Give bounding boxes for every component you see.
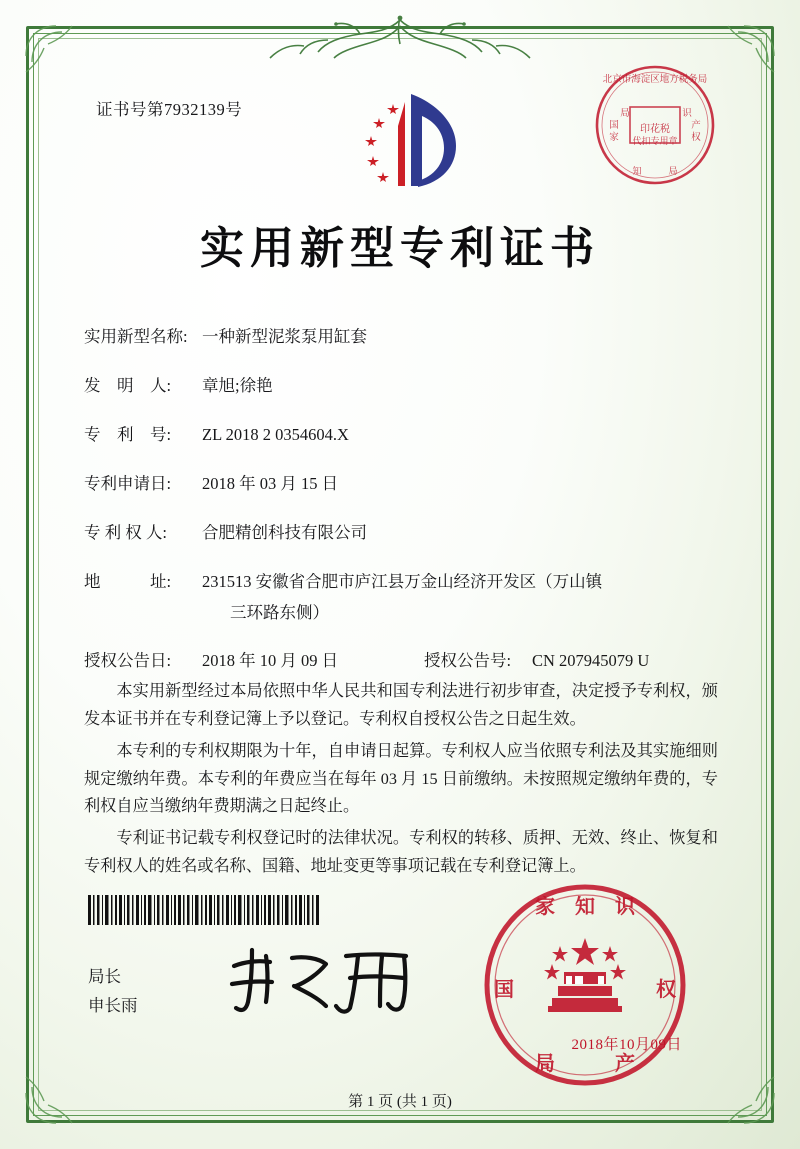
top-ornament-icon [240,14,560,60]
field-list [84,325,720,683]
tax-stamp-icon [592,62,718,188]
svg-text:产: 产 [691,121,701,131]
page-footer: 第 1 页 (共 1 页) [348,1094,452,1110]
field-value [202,570,720,625]
svg-text:印花税: 印花税 [640,124,670,135]
field-label: 发 明 人: [84,375,172,395]
handwritten-signature [222,940,432,1018]
grant-number-label: 授权公告号: [424,651,512,671]
field-row [84,325,720,349]
svg-text:知 局: 知 局 [632,166,678,176]
field-row-address [84,570,720,625]
grant-date-value: 2018 年 10 月 09 日 [202,651,339,671]
legal-text-block [84,678,718,885]
director-block [88,963,138,1021]
field-row [84,472,720,496]
svg-text:家: 家 [609,133,619,143]
svg-text:局 产: 局 产 [535,1053,635,1075]
barcode-icon [88,895,320,925]
legal-paragraph: 本专利的专利权期限为十年，自申请日起算。专利权人应当依照专利法及其实施细则规定缴纳年费。本专利的年费应当在每年 03 月 15 日前缴纳。未按照规定缴纳年费的，专利权自应当缴纳年费期满之日起终止。 [84,741,718,816]
field-label: 实用新型名称: [84,327,188,346]
director-title-label: 局长 [88,967,121,986]
field-value: 合肥精创科技有限公司 [202,522,367,542]
address-line-1: 231513 安徽省合肥市庐江县万金山经济开发区（万山镇 [202,571,603,591]
corner-ornament-icon [708,22,778,92]
field-value: ZL 2018 2 0354604.X [202,424,349,444]
field-row [84,423,720,447]
field-value: 一种新型泥浆泵用缸套 [202,327,367,346]
svg-text:局: 局 [620,109,630,119]
field-label: 专 利 号: [84,424,172,444]
field-row [84,374,720,398]
svg-text:国: 国 [494,979,514,1001]
seal-date: 2018年10月09日 [571,1037,682,1053]
svg-text:权: 权 [656,979,676,1001]
grant-date-label: 授权公告日: [84,651,172,671]
legal-paragraph: 本实用新型经过本局依照中华人民共和国专利法进行初步审查，决定授予专利权，颁发本证书并在专利登记簿上予以登记。专利权自授权公告之日起生效。 [84,682,718,728]
director-name: 申长雨 [88,995,138,1015]
field-label: 专 利 权 人: [84,522,167,542]
grant-row [84,649,720,673]
svg-text:识: 识 [682,109,692,119]
grant-number-value: CN 207945079 U [532,651,650,671]
legal-paragraph: 专利证书记载专利权登记时的法律状况。专利权的转移、质押、无效、终止、恢复和专利权人的姓名或名称、国籍、地址变更等事项记载在专利登记簿上。 [84,829,718,876]
field-value: 2018 年 03 月 15 日 [202,473,339,493]
cnipa-logo-icon [348,86,468,196]
national-seal-stamp [480,880,690,1090]
corner-ornament-icon [22,22,92,92]
field-row [84,521,720,545]
page-title: 实用新型专利证书 [200,223,600,274]
field-label: 专利申请日: [84,473,172,493]
certificate-number: 证书号第7932139号 [96,100,243,119]
address-line-2: 三环路东侧） [230,602,329,622]
svg-text:北京市海淀区地方税务局: 北京市海淀区地方税务局 [602,75,708,85]
svg-text:权: 权 [691,133,701,143]
field-label: 地 址: [84,571,172,591]
svg-text:代扣专用章: 代扣专用章 [632,136,678,146]
field-value: 章旭;徐艳 [202,375,273,395]
svg-text:家 知 识: 家 知 识 [535,896,635,918]
svg-text:国: 国 [609,121,619,131]
